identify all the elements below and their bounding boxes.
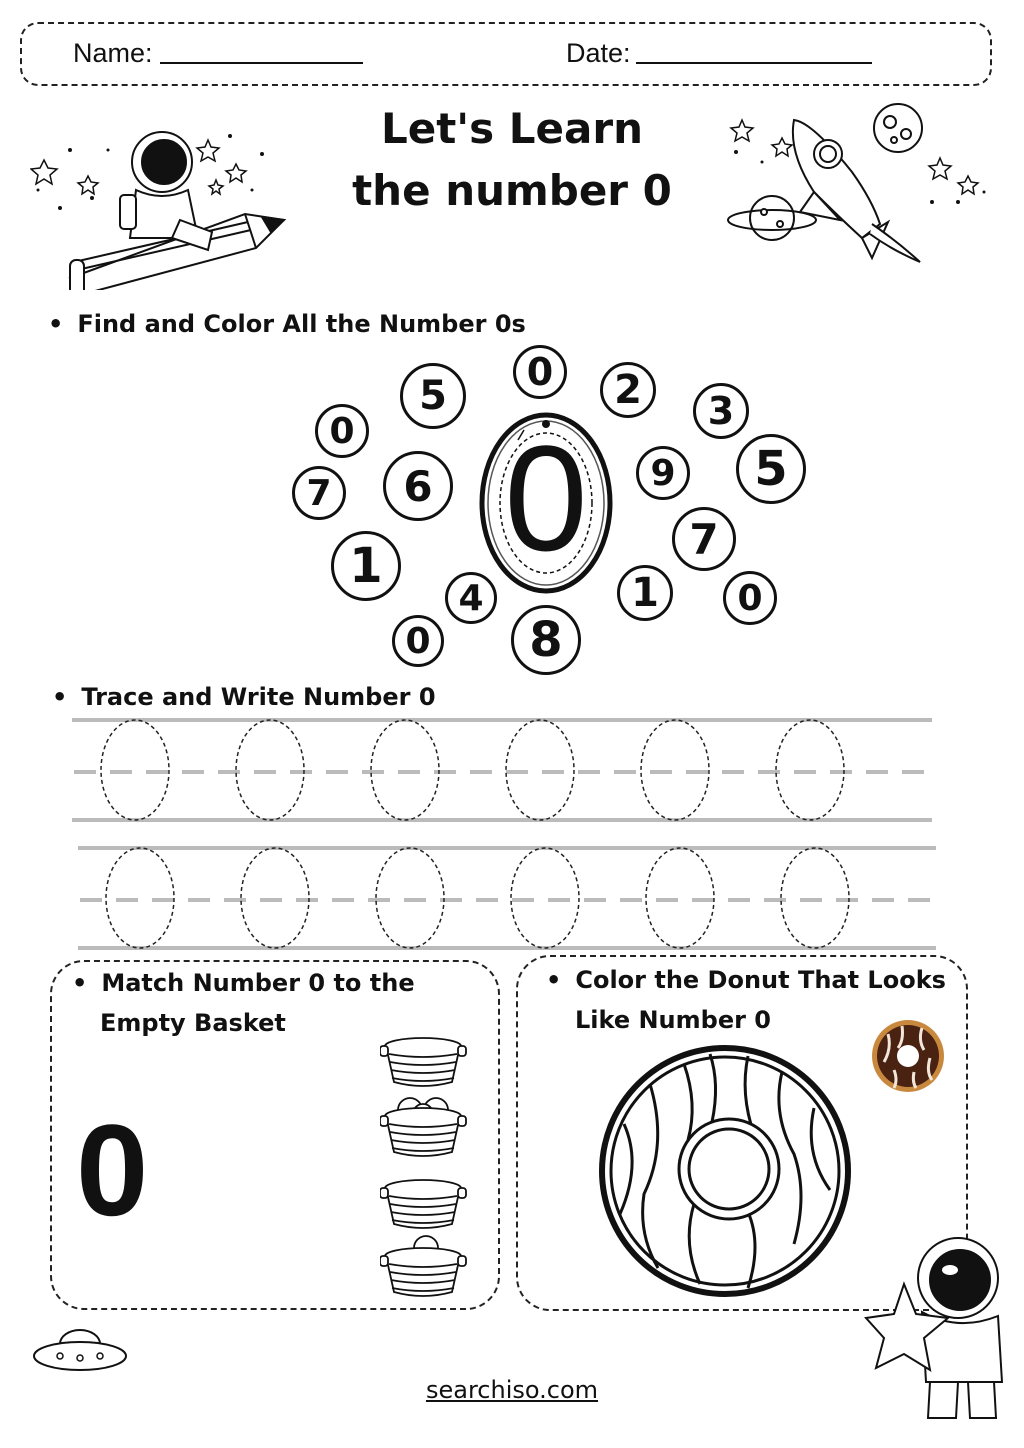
page-title-line1: Let's Learn — [380, 104, 643, 153]
website-link[interactable]: searchiso.com — [425, 1376, 599, 1404]
number-circle[interactable]: 4 — [445, 572, 497, 624]
name-date-header — [20, 22, 992, 86]
number-circle[interactable]: 6 — [383, 451, 453, 521]
number-circle[interactable]: 5 — [736, 434, 806, 504]
empty-basket[interactable] — [380, 1038, 466, 1086]
match-heading-line1: • Match Number 0 to the — [72, 963, 415, 1003]
number-circle[interactable]: 0 — [723, 571, 777, 625]
big-zero-number[interactable]: 0 — [76, 1097, 149, 1243]
rocket-planets-illustration — [722, 92, 994, 264]
apple-basket[interactable] — [380, 1236, 466, 1296]
page-title-line2: the number 0 — [352, 166, 672, 215]
number-circle[interactable]: 3 — [693, 383, 749, 439]
name-field[interactable] — [160, 62, 363, 64]
number-circle[interactable]: 0 — [392, 615, 444, 667]
number-circle[interactable]: 7 — [672, 507, 736, 571]
donut-heading-line1: • Color the Donut That Looks — [546, 960, 946, 1000]
center-zero-digit: 0 — [504, 414, 588, 582]
number-circle[interactable]: 0 — [513, 345, 567, 399]
tracing-rows[interactable] — [70, 712, 940, 952]
number-circle[interactable]: 8 — [511, 605, 581, 675]
name-label: Name: — [73, 38, 153, 68]
date-label: Date: — [566, 38, 631, 68]
basket-column — [380, 1028, 474, 1298]
astronaut-pencil-illustration — [30, 110, 290, 290]
colored-donut-icon — [870, 1018, 946, 1094]
match-heading-line2: Empty Basket — [100, 1009, 286, 1037]
number-circle[interactable]: 7 — [292, 466, 346, 520]
donut-outline-to-color[interactable] — [598, 1044, 852, 1298]
number-circle[interactable]: 1 — [617, 565, 673, 621]
donut-heading-line2: Like Number 0 — [575, 1006, 771, 1034]
date-field[interactable] — [636, 62, 872, 64]
empty-basket[interactable] — [380, 1180, 466, 1228]
number-circle[interactable]: 1 — [331, 531, 401, 601]
number-circle[interactable]: 9 — [636, 446, 690, 500]
find-section-heading: • Find and Color All the Number 0s — [48, 310, 526, 338]
trace-section-heading: • Trace and Write Number 0 — [52, 683, 436, 711]
number-circle[interactable]: 5 — [400, 363, 466, 429]
ufo-icon — [30, 1322, 130, 1378]
number-circle[interactable]: 2 — [600, 362, 656, 418]
number-circle[interactable]: 0 — [315, 404, 369, 458]
apple-basket[interactable] — [380, 1098, 466, 1156]
